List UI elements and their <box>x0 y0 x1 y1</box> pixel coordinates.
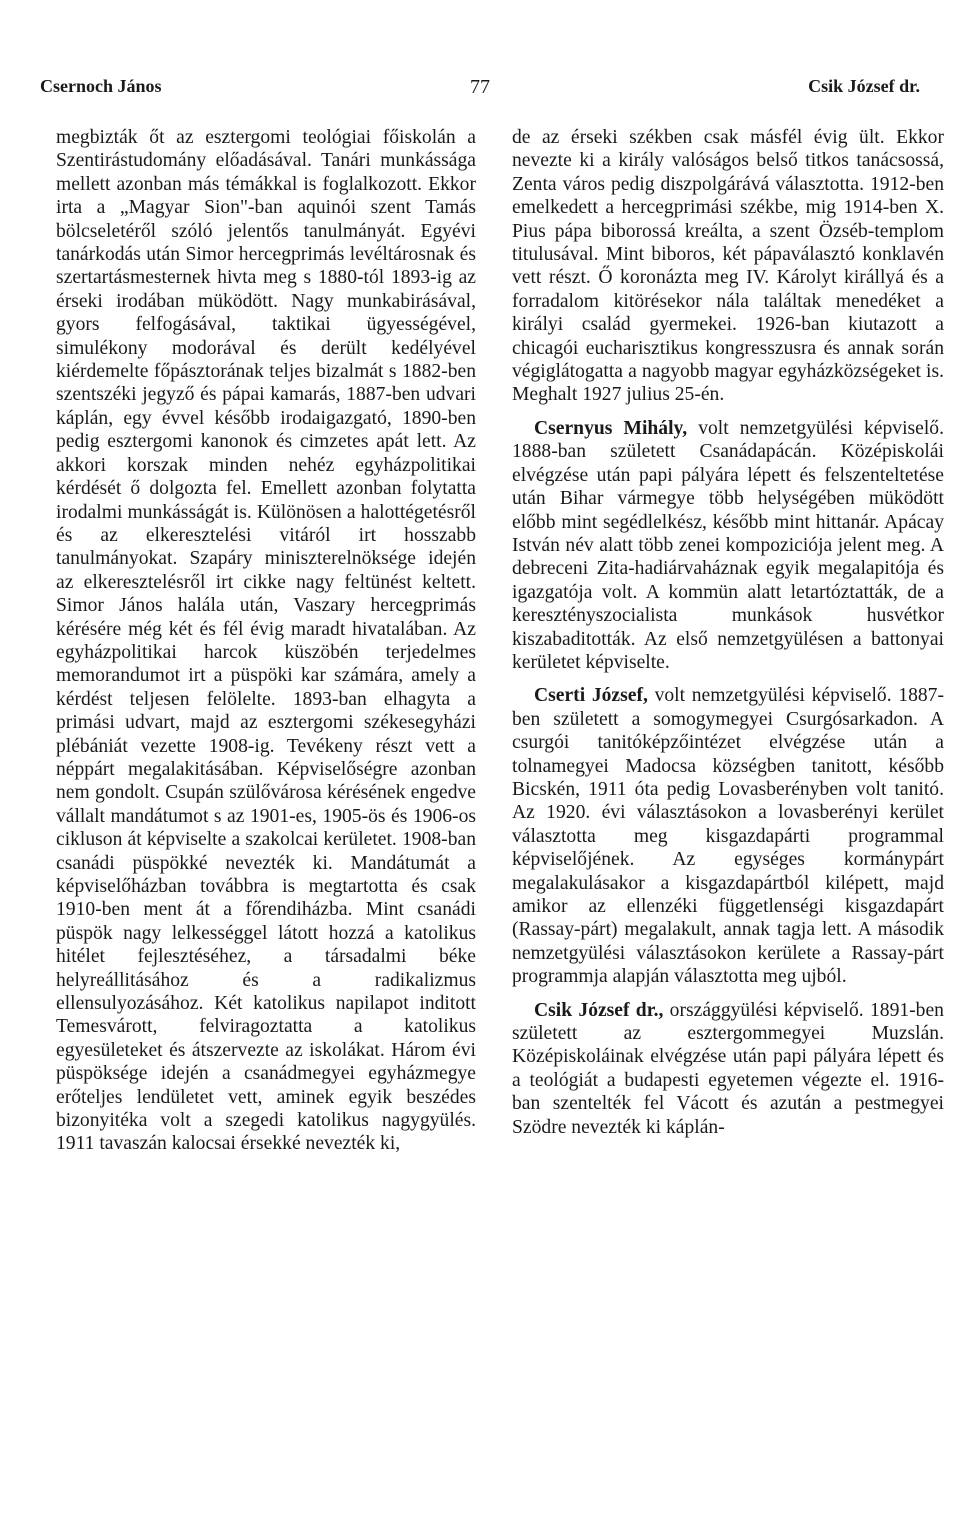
entry-csernyus <box>512 417 944 674</box>
entry-name: Csik József dr., <box>534 999 664 1021</box>
left-column <box>56 126 476 1156</box>
entry-text: volt nemzetgyülési képviselő. 1887-ben született a somogymegyei Csurgósarkadon. A csurgói tanitóképzőintézet elvégzése után a tolnamegyei Madocsa községben tanitott, később Bicskén, 1911 óta pedig Lovasberényben volt tanitó. Az 1920. évi választásokon a lovasberényi kerület választotta meg kisgazdapárti programmal képviselőjének. Az egységes kormánypárt megalakulásakor a kisgazdapártból kilépett, majd amikor az ellenzéki függetlenségi kisgazdapárt (Rassay-párt) megalakult, annak tagja lett. A második nemzetgyülési választásokon kerülete a Rassay-párt programmja alapján választotta meg ujból. <box>512 685 945 988</box>
entry-csik <box>512 999 944 1139</box>
entry-cserti <box>512 684 944 988</box>
left-column-text: megbizták őt az esztergomi teológiai főiskolán a Szentirástudomány előadásával. Tanári munkássága mellett azonban más témákkal is foglalkozott. Ekkor irta a „Magyar Sion"-ban aquinói szent Tamás bölcseletéről szóló jelentős tanulmányát. Egyévi tanárkodás után Simor hercegprimás levéltárosnak és szertartásmesternek hivta meg s 1880-tól 1893-ig az érseki irodában müködött. Nagy munkabirásával, gyors felfogásával, taktikai ügyességével, simulékony modorával és derült kedélyével kiérdemelte főpásztorának teljes bizalmát s 1882-ben szentszéki jegyző és pápai kamarás, 1887-ben udvari káplán, egy évvel később irodaigazgató, 1890-ben pedig esztergomi kanonok és cimzetes apát lett. Az akkori korszak minden nehéz egyházpolitikai kérdését ő dolgozta fel. Emellett azonban folytatta irodalmi munkásságát is. Különösen a halottégetésről és az elkeresztelési vitáról irt hosszabb tanulmányokat. Szapáry miniszterelnöksége idején az elkeresztelésről irt cikke nagy feltünést keltett. Simor János halála után, Vaszary hercegprimás kérésére még két és fél évig maradt hivatalában. Az egyházpolitikai harcok küszöbén terjedelmes memorandumot irt a püspöki kar számára, amely a kérdést teljesen felölelte. 1893-ban elhagyta a primási udvart, majd az esztergomi székesegyházi plébániát vezette 1908-ig. Tevékeny részt vett a néppárt megalakitásában. Képviselőségre azonban nem gondolt. Csupán szülővárosa kérésének engedve vállalt mandátumot s az 1901-es, 1905-ös és 1906-os cikluson át képviselte a szakolcai kerületet. 1908-ban csanádi püspökké nevezték ki. Mandátumát a képviselőházban továbbra is megtartotta és csak 1910-ben ment át a főrendiházba. Mint csanádi püspök nagy lelkességgel látott hozzá a katolikus hitélet fejlesztéséhez, a társadalmi béke helyreállitásához és a radikalizmus ellensulyozásához. Két katolikus napilapot inditott Temesvárott, felviragoztatta a katolikus egyesületeket és átszervezte az iskolákat. Három évi püspöksége idején a csanádmegyei egyházmegye erőteljes lendületet vett, aminek egyik beszédes bizonyitéka volt a szegedi katolikus nagygyülés. 1911 tavaszán kalocsai érsekké nevezték ki, <box>56 127 476 1155</box>
running-header <box>0 76 960 106</box>
entry-name: Csernyus Mihály, <box>534 417 688 439</box>
header-left-name: Csernoch János <box>40 76 162 96</box>
page-number: 77 <box>470 76 490 98</box>
continuation-text: de az érseki székben csak másfél évig ült. Ekkor nevezte ki a király valóságos belső titkos tanácsossá, Zenta város pedig diszpolgárává választotta. 1912-ben emelkedett a hercegprimási székbe, mig 1914-ben X. Pius pápa biborossá kreálta, a szent Özséb-templom titulusával. Mint biboros, két pápaválasztó konklavén vett részt. Ő koronázta meg IV. Károlyt királlyá és a forradalom kitörésekor nála találtak menedéket a királyi család gyermekei. 1926-ban kiutazott a chicagói eucharisztikus kongresszusra és annak során végiglátogatta a nagyobb magyar egyházközségeket is. Meghalt 1927 julius 25-én. <box>512 127 944 406</box>
right-column <box>512 126 944 1139</box>
entry-text: országgyülési képviselő. 1891-ben született az esztergommegyei Muzslán. Középiskoláinak elvégzése után papi pályára lépett és a teológiát a budapesti egyetemen végezte el. 1916-ban szentelték fel Vácott és azután a pestmegyei Szödre nevezték ki káplán- <box>512 999 944 1138</box>
header-right-name: Csik József dr. <box>808 76 920 96</box>
entry-name: Cserti József, <box>534 685 648 707</box>
entry-text: volt nemzetgyülési képviselő. 1888-ban született Csanádapácán. Középiskolái elvégzése után papi pályára lépett és felszenteltetése után Bihar vármegye több helységében müködött előbb mint segédlelkész, később mint hittanár. Apácay István név alatt több zenei kompoziciója jelent meg. A debreceni Zita-hadiárvaháznak egyik megalapitója és igazgatója volt. A kommün alatt letartóztatták, de a keresztényszocialista munkások husvétkor kiszabaditották. Az első nemzetgyülésen a battonyai kerületet képviselte. <box>512 417 944 673</box>
